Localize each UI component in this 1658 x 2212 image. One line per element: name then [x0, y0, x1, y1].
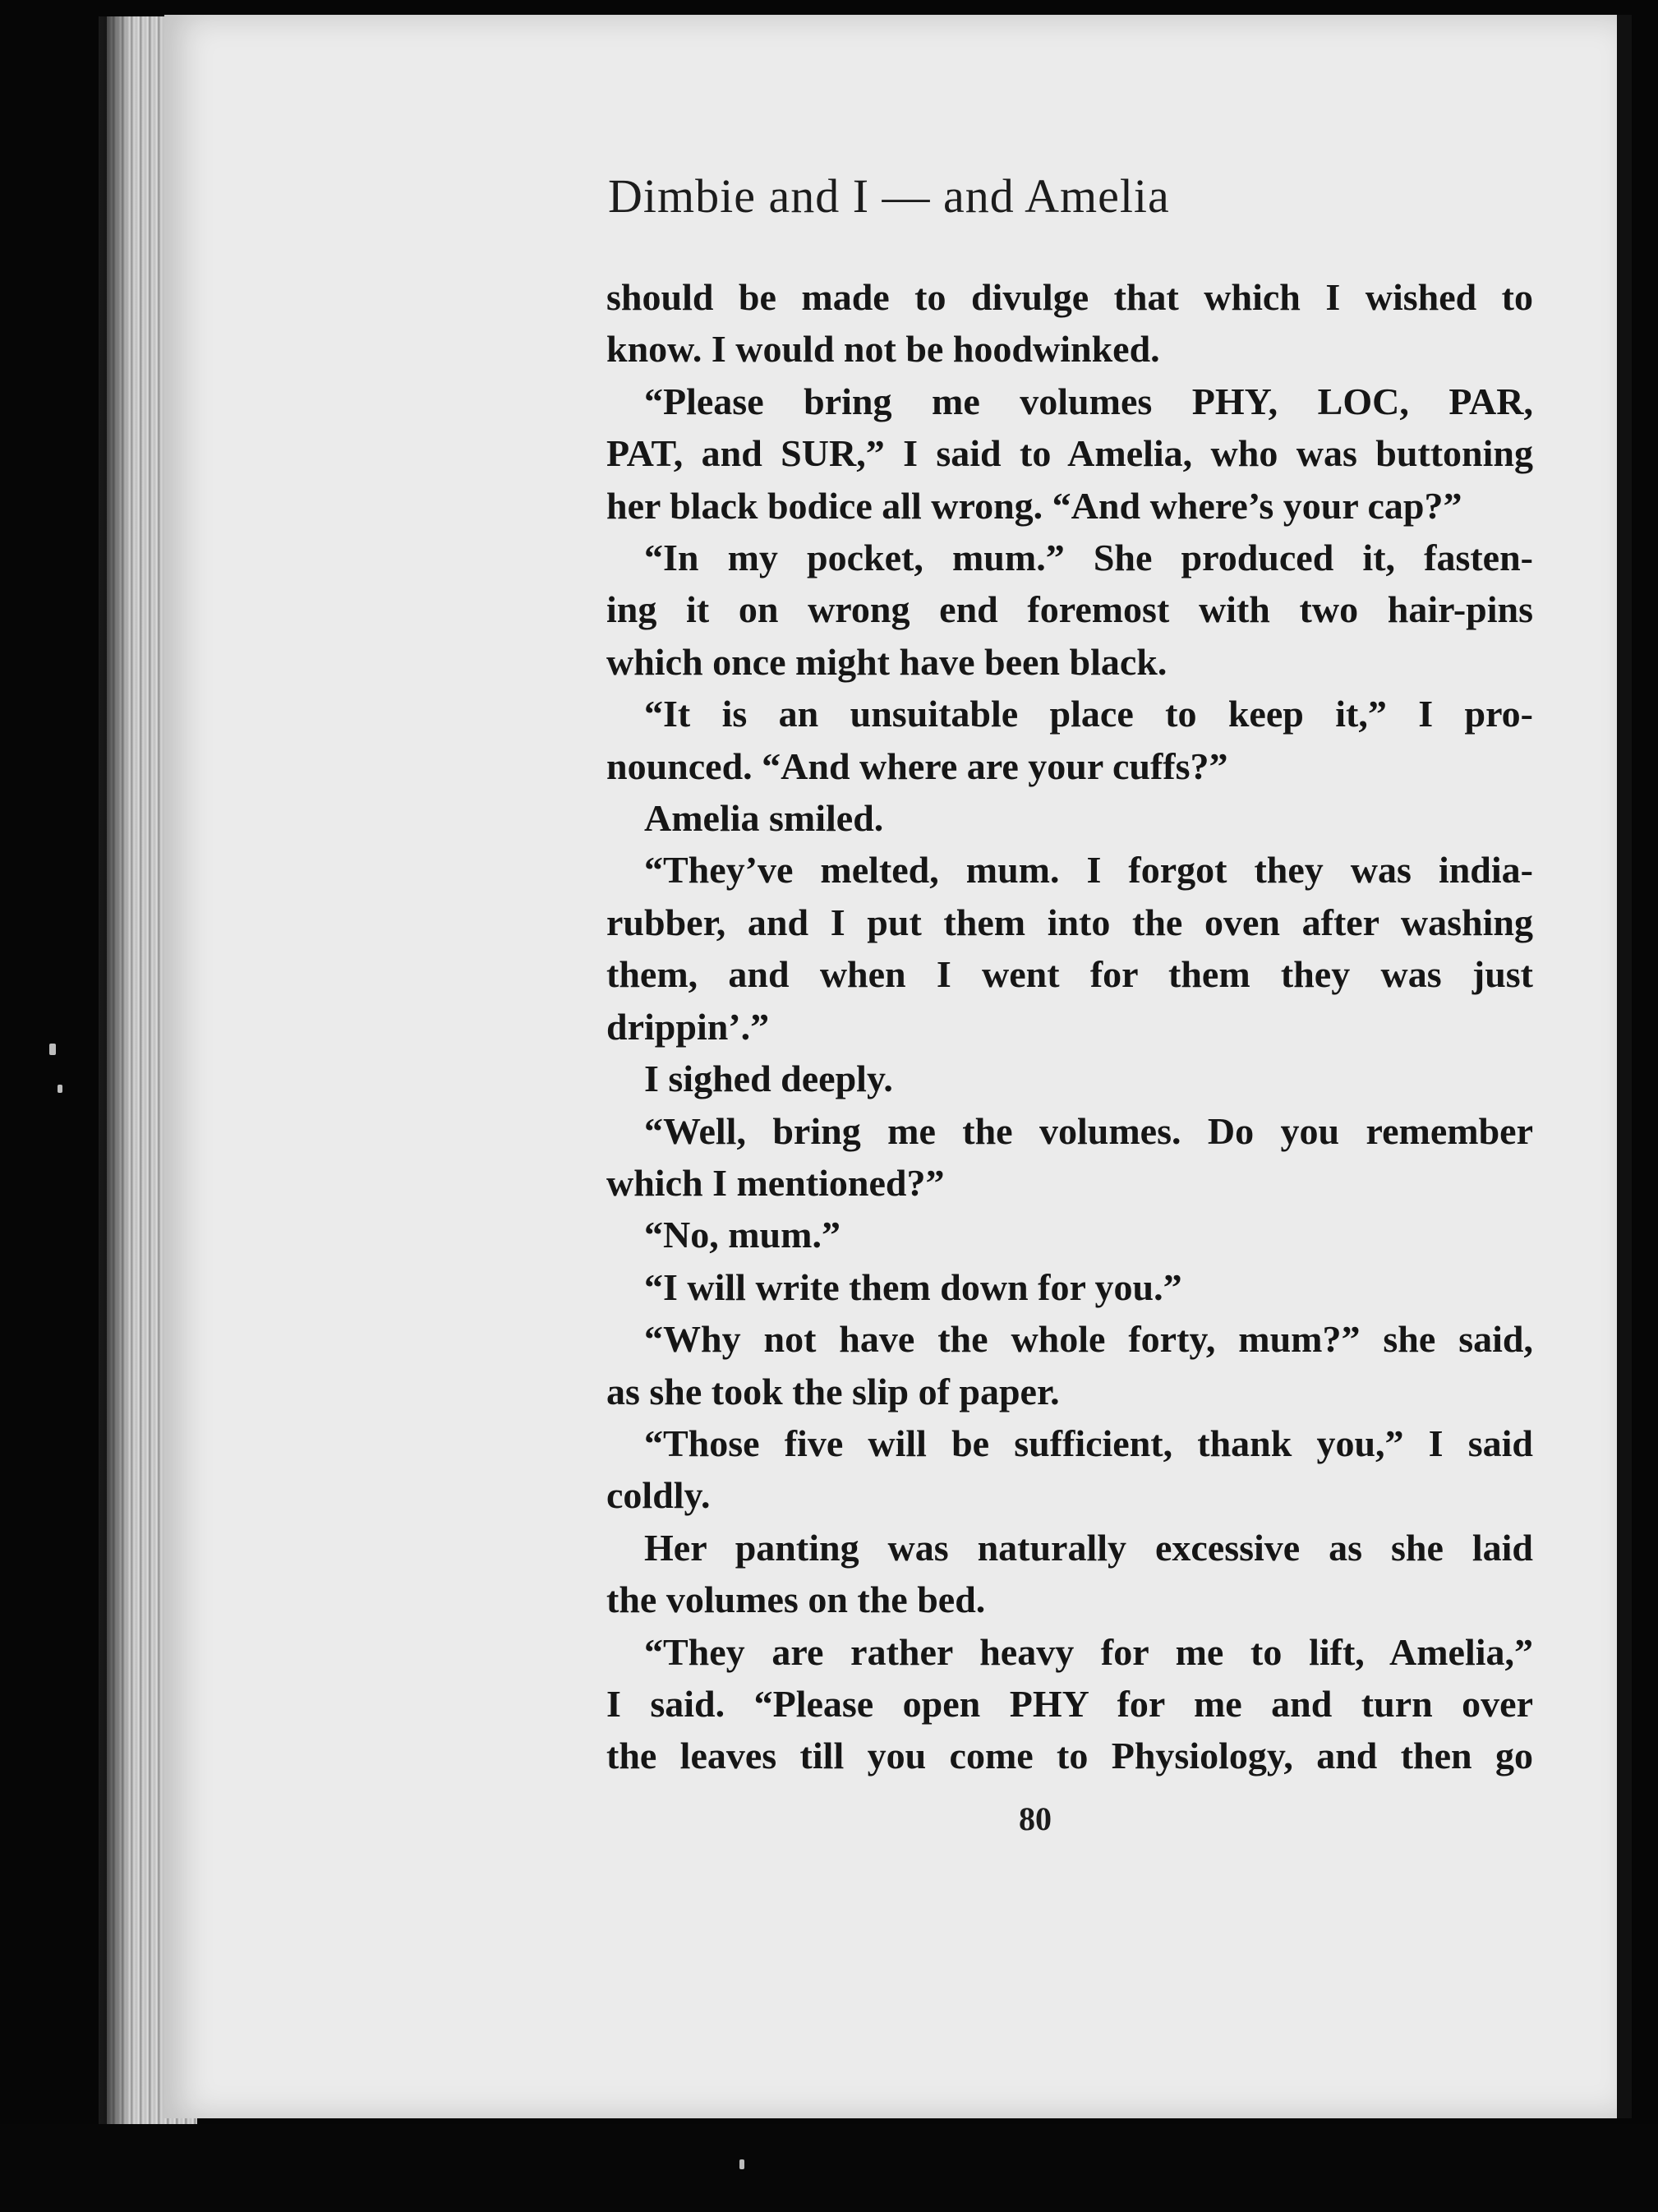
scan-mark: [739, 2159, 744, 2169]
text-line: Amelia smiled.: [644, 797, 884, 840]
text-line: “I will write them down for you.”: [644, 1265, 1182, 1308]
text-line: “They’ve melted, mum. I forgot they was india-: [644, 849, 1533, 892]
text-line: nounced. “And where are your cuffs?”: [606, 744, 1228, 787]
running-head: Dimbie and I — and Amelia: [608, 169, 1170, 223]
text-line: PAT, and SUR,” I said to Amelia, who was buttoning: [606, 432, 1533, 475]
text-line: I said. “Please open PHY for me and turn over: [606, 1682, 1533, 1725]
text-line: I sighed deeply.: [644, 1058, 893, 1100]
text-line: should be made to divulge that which I wished to: [606, 276, 1533, 318]
page-right-edge: [1617, 15, 1632, 2118]
scan-mark: [58, 1085, 62, 1093]
text-line: the leaves till you come to Physiology, and then go: [606, 1735, 1533, 1777]
text-line: know. I would not be hoodwinked.: [606, 328, 1160, 371]
text-line: “No, mum.”: [644, 1214, 841, 1256]
text-line: “Those five will be sufficient, thank you,” I said: [644, 1422, 1533, 1464]
text-line: “Well, bring me the volumes. Do you remember: [644, 1109, 1533, 1152]
scan-mark: [49, 1044, 56, 1055]
body-text: [606, 271, 1533, 1782]
text-line: “They are rather heavy for me to lift, Amelia,”: [644, 1630, 1533, 1673]
page-number: 80: [1019, 1800, 1052, 1837]
scan-bottom-band: [0, 2124, 1658, 2212]
text-line: which once might have been black.: [606, 640, 1168, 683]
text-line: drippin’.”: [606, 1005, 770, 1048]
text-line: “It is an unsuitable place to keep it,” I pro-: [644, 693, 1533, 735]
text-line: her black bodice all wrong. “And where’s your cap?”: [606, 484, 1462, 527]
text-line: “Why not have the whole forty, mum?” she said,: [644, 1318, 1533, 1361]
text-line: rubber, and I put them into the oven after washing: [606, 901, 1533, 943]
book-spine-shadow: [99, 16, 131, 2128]
text-line: “In my pocket, mum.” She produced it, fasten-: [644, 537, 1533, 579]
text-line: “Please bring me volumes PHY, LOC, PAR,: [644, 380, 1533, 422]
text-line: Her panting was naturally excessive as she laid: [644, 1526, 1533, 1569]
text-line: them, and when I went for them they was just: [606, 953, 1533, 996]
text-line: coldly.: [606, 1474, 711, 1517]
text-line: which I mentioned?”: [606, 1161, 945, 1204]
text-line: ing it on wrong end foremost with two hair-pins: [606, 588, 1533, 631]
text-line: the volumes on the bed.: [606, 1578, 986, 1621]
text-line: as she took the slip of paper.: [606, 1370, 1060, 1412]
